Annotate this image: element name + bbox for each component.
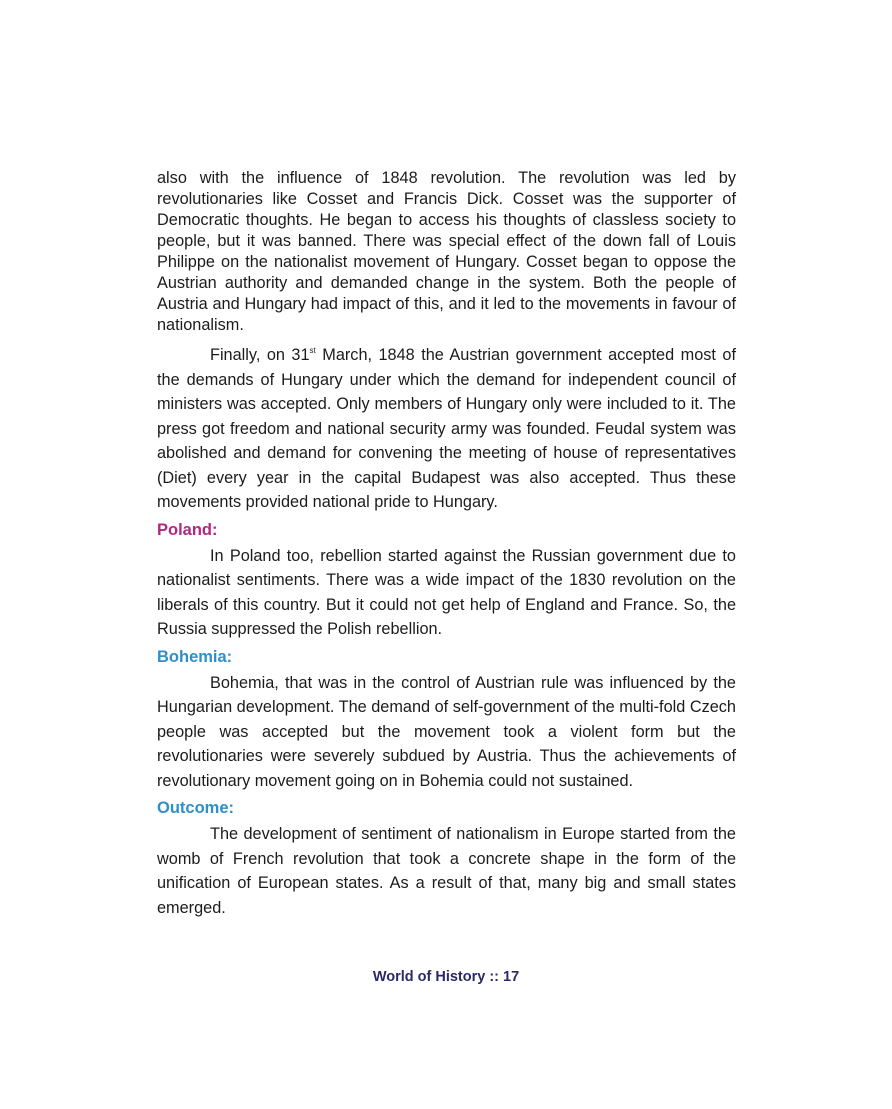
paragraph-bohemia: Bohemia, that was in the control of Austrian rule was influenced by the Hungarian development. The demand of self-government of the multi-fold Czech people was accepted but the movement took a violent form but the revolutionaries were severely subdued by Austria. Thus the achievements of revolutionary movement going on in Bohemia could not sustained. <box>157 673 736 790</box>
page-body <box>157 168 736 920</box>
heading-outcome: Outcome: <box>157 799 235 817</box>
paragraph-march-1848 <box>157 343 736 515</box>
paragraph-poland: In Poland too, rebellion started against the Russian government due to nationalist sentiments. There was a wide impact of the 1830 revolution on the liberals of this country. But it could not get help of England and France. So, the Russia suppressed the Polish rebellion. <box>157 546 736 638</box>
heading-poland: Poland: <box>157 520 218 539</box>
paragraph-hungary-continued: also with the influence of 1848 revolution. The revolution was led by revolutionaries like Cosset and Francis Dick. Cosset was the supporter of Democratic thoughts. He began to access his thoughts of classless society to people, but it was banned. There was special effect of the down fall of Louis Philippe on the nationalist movement of Hungary. Cosset began to oppose the Austrian authority and demanded change in the system. Both the people of Austria and Hungary had impact of this, and it led to the movements in favour of nationalism. <box>157 169 736 334</box>
paragraph-march-1848-rest: March, 1848 the Austrian government accepted most of the demands of Hungary under which the demand for independent council of ministers was accepted. Only members of Hungary only were included to it. The press got freedom and national security army was founded. Feudal system was abolished and demand for convening the meeting of house of representatives (Diet) every year in the capital Budapest was also accepted. Thus these movements provided national pride to Hungary. <box>157 346 736 511</box>
paragraph-march-1848-start: Finally, on 31 <box>210 346 310 364</box>
paragraph-outcome: The development of sentiment of nationalism in Europe started from the womb of French revolution that took a concrete shape in the form of the unification of European states. As a result of that, many big and small states emerged. <box>157 825 736 917</box>
heading-bohemia: Bohemia: <box>157 647 233 666</box>
page-footer: World of History :: 17 <box>372 969 520 985</box>
ordinal-suffix: st <box>309 345 316 355</box>
